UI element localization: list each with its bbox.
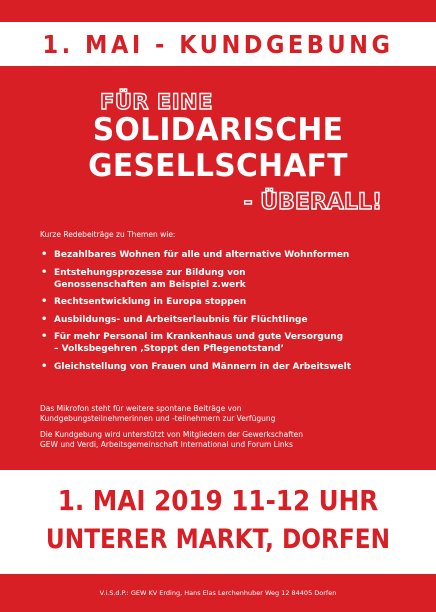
list-item-text: Entstehungsprozesse zur Bildung von	[54, 267, 246, 278]
main-panel	[0, 66, 436, 470]
event-place: UNTERER MARKT, DORFEN	[45, 524, 391, 555]
headline-gesellschaft: GESELLSCHAFT	[88, 148, 348, 184]
intro-text: Kurze Redebeiträge zu Themen wie:	[40, 230, 176, 239]
list-item-text: Bezahlbares Wohnen für alle und alternative Wohnformen	[54, 250, 350, 260]
note-line: Das Mikrofon steht für weitere spontane Beiträge von	[40, 404, 242, 413]
headline-ueberall: - ÜBERALL!	[243, 190, 382, 215]
bullet-icon: •	[41, 296, 48, 307]
note-line: Kundgebungsteilnehmerinnen und -teilnehmern zur Verfügung	[40, 414, 276, 423]
list-item	[40, 331, 410, 355]
list-item-text: Ausbildungs- und Arbeitserlaubnis für Flüchtlinge	[54, 314, 308, 325]
bullet-icon: •	[41, 331, 48, 342]
headline-solidarische: SOLIDARISCHE	[92, 112, 344, 148]
list-item	[40, 361, 410, 373]
topic-list	[40, 249, 410, 378]
list-item	[40, 296, 410, 308]
microphone-note	[40, 404, 275, 424]
list-item-text: – Volksbegehren ‚Stoppt den Pflegenotstand’	[54, 344, 284, 354]
list-item	[40, 267, 410, 291]
list-item-text: Für mehr Personal im Krankenhaus und gute Versorgung	[54, 332, 344, 342]
bullet-icon: •	[41, 313, 48, 325]
note-line: Die Kundgebung wird unterstützt von Mitgliedern der Gewerkschaften	[40, 430, 304, 439]
event-info	[0, 470, 436, 574]
bullet-icon: •	[41, 249, 48, 260]
list-item-text: Genossenschaften am Beispiel z.werk	[54, 279, 246, 290]
headline-fuer-eine: FÜR EINE	[100, 90, 213, 114]
event-date-time: 1. MAI 2019 11-12 UHR	[57, 484, 379, 517]
list-item-text: Gleichstellung von Frauen und Männern in der Arbeitswelt	[54, 361, 352, 372]
page-title: 1. MAI - KUNDGEBUNG	[42, 29, 394, 59]
list-item-text: Rechtsentwicklung in Europa stoppen	[54, 297, 247, 307]
top-red-band	[0, 0, 436, 22]
list-item	[40, 314, 410, 326]
footer	[0, 574, 436, 612]
imprint-text: V.i.S.d.P.: GEW KV Erding, Hans Elas Lerchenhuber Weg 12 84405 Dorfen	[99, 589, 337, 597]
bullet-icon: •	[41, 266, 48, 278]
title-bar	[0, 22, 436, 66]
note-line: GEW und Verdi, Arbeitsgemeinschaft International und Forum Links	[40, 440, 293, 449]
support-note	[40, 430, 303, 450]
bullet-icon: •	[41, 360, 48, 372]
list-item	[40, 249, 410, 261]
